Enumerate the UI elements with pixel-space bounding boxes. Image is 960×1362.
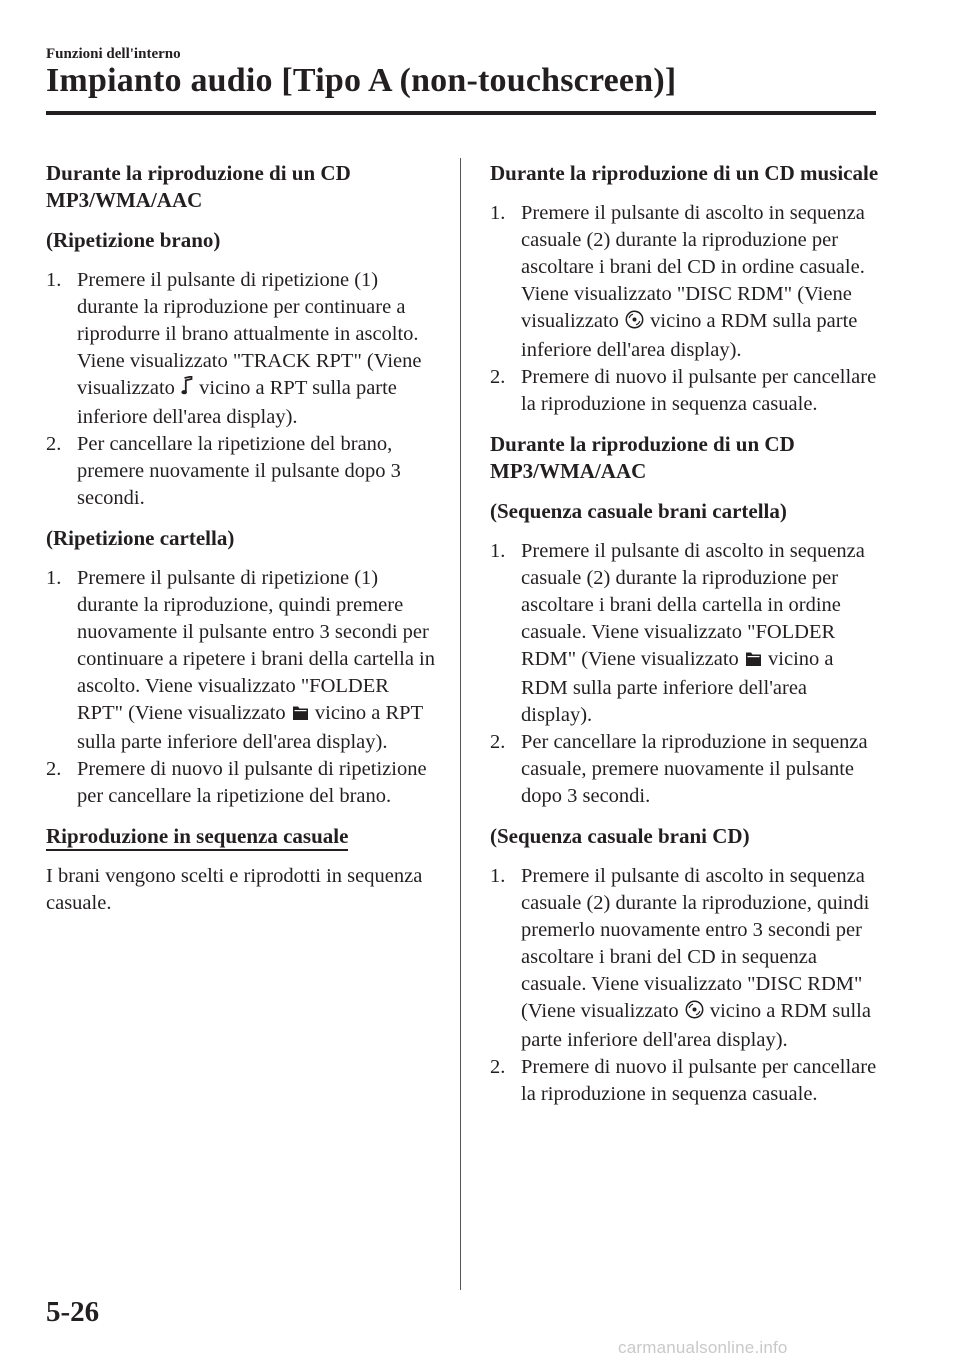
- watermark: carmanualsonline.info: [618, 1338, 788, 1357]
- section-label: Funzioni dell'interno: [46, 46, 181, 62]
- step-text: Premere il pulsante di ripetizione (1) durante la riproduzione per continuare a riprodurre il brano attualmente in ascolto. Viene visualizzato "TRACK RPT" (Viene visualizzato: [77, 269, 422, 399]
- step-text-cont: vicino a RDM sulla parte inferiore dell'area display).: [521, 1000, 871, 1051]
- folder-repeat-heading: (Ripetizione cartella): [46, 526, 235, 550]
- folder-repeat-step-1: [46, 565, 438, 756]
- step-number: 1.: [46, 269, 62, 291]
- folder-random-step-1: [490, 538, 882, 729]
- page-number: 5-26: [46, 1296, 100, 1328]
- step-text: Per cancellare la ripetizione del brano, premere nuovamente il pulsante dopo 3 secondi.: [77, 433, 401, 509]
- step-text: Per cancellare la riproduzione in sequenza casuale, premere nuovamente il pulsante dopo 3 secondi.: [521, 731, 868, 807]
- step-text: Premere il pulsante di ascolto in sequenza casuale (2) durante la riproduzione per ascoltare i brani della cartella in ordine casuale. Viene visualizzato "FOLDER RDM" (Viene visualizzato: [521, 540, 865, 670]
- step-number: 2.: [46, 433, 62, 455]
- disc-icon: [685, 1000, 704, 1027]
- cd-random-heading: (Sequenza casuale brani CD): [490, 824, 750, 848]
- music-cd-heading: Durante la riproduzione di un CD musicale: [490, 161, 879, 185]
- step-text: Premere il pulsante di ascolto in sequenza casuale (2) durante la riproduzione, quindi premerlo nuovamente entro 3 secondi per ascoltare i brani del CD in sequenza casuale. Viene visualizzato "DISC RDM" (Viene visualizzato: [521, 865, 870, 1022]
- step-text: Premere il pulsante di ascolto in sequenza casuale (2) durante la riproduzione per ascoltare i brani del CD in ordine casuale. Viene visualizzato "DISC RDM" (Viene visualizzato: [521, 202, 865, 332]
- track-repeat-step-2: [46, 431, 438, 512]
- music-cd-step-2: [490, 364, 882, 418]
- mp3-playback-heading-right: Durante la riproduzione di un CD MP3/WMA/AAC: [490, 432, 795, 483]
- track-repeat-heading: (Ripetizione brano): [46, 228, 221, 252]
- random-playback-text: I brani vengono scelti e riprodotti in sequenza casuale.: [46, 865, 423, 914]
- step-text: Premere il pulsante di ripetizione (1) durante la riproduzione, quindi premere nuovamente il pulsante entro 3 secondi per continuare a ripetere i brani della cartella in ascolto. Viene visualizzato "FOLDER RPT" (Viene visualizzato: [77, 567, 435, 724]
- cd-random-step-2: [490, 1054, 882, 1108]
- step-number: 1.: [490, 540, 506, 562]
- disc-icon: [625, 310, 644, 337]
- random-playback-heading: Riproduzione in sequenza casuale: [46, 823, 438, 850]
- step-text-cont: vicino a RDM sulla parte inferiore dell'area display).: [521, 310, 858, 361]
- column-divider: [460, 158, 461, 1290]
- step-text: Premere di nuovo il pulsante di ripetizione per cancellare la ripetizione del brano.: [77, 758, 427, 807]
- step-text: Premere di nuovo il pulsante per cancellare la riproduzione in sequenza casuale.: [521, 1056, 877, 1105]
- folder-random-heading: (Sequenza casuale brani cartella): [490, 499, 787, 523]
- page-title: Impianto audio [Tipo A (non-touchscreen)]: [46, 62, 677, 99]
- folder-icon: [745, 648, 762, 675]
- step-number: 1.: [490, 865, 506, 887]
- music-note-icon: [181, 376, 193, 404]
- step-text-cont: vicino a RDM sulla parte inferiore dell'area display).: [521, 648, 834, 726]
- step-number: 2.: [490, 731, 506, 753]
- step-number: 2.: [46, 758, 62, 780]
- step-text-cont: vicino a RPT sulla parte inferiore dell'area display).: [77, 377, 397, 428]
- left-column: [46, 160, 438, 917]
- track-repeat-step-1: [46, 267, 438, 431]
- folder-icon: [292, 702, 309, 729]
- step-number: 2.: [490, 366, 506, 388]
- step-number: 1.: [490, 202, 506, 224]
- step-text: Premere di nuovo il pulsante per cancellare la riproduzione in sequenza casuale.: [521, 366, 877, 415]
- header-divider: [46, 111, 876, 115]
- music-cd-step-1: [490, 200, 882, 364]
- right-column: [490, 160, 882, 1108]
- step-number: 1.: [46, 567, 62, 589]
- folder-repeat-step-2: [46, 756, 438, 810]
- cd-random-step-1: [490, 863, 882, 1054]
- mp3-playback-heading: Durante la riproduzione di un CD MP3/WMA/AAC: [46, 161, 351, 212]
- step-number: 2.: [490, 1056, 506, 1078]
- folder-random-step-2: [490, 729, 882, 810]
- step-text-cont: vicino a RPT sulla parte inferiore dell'area display).: [77, 702, 423, 753]
